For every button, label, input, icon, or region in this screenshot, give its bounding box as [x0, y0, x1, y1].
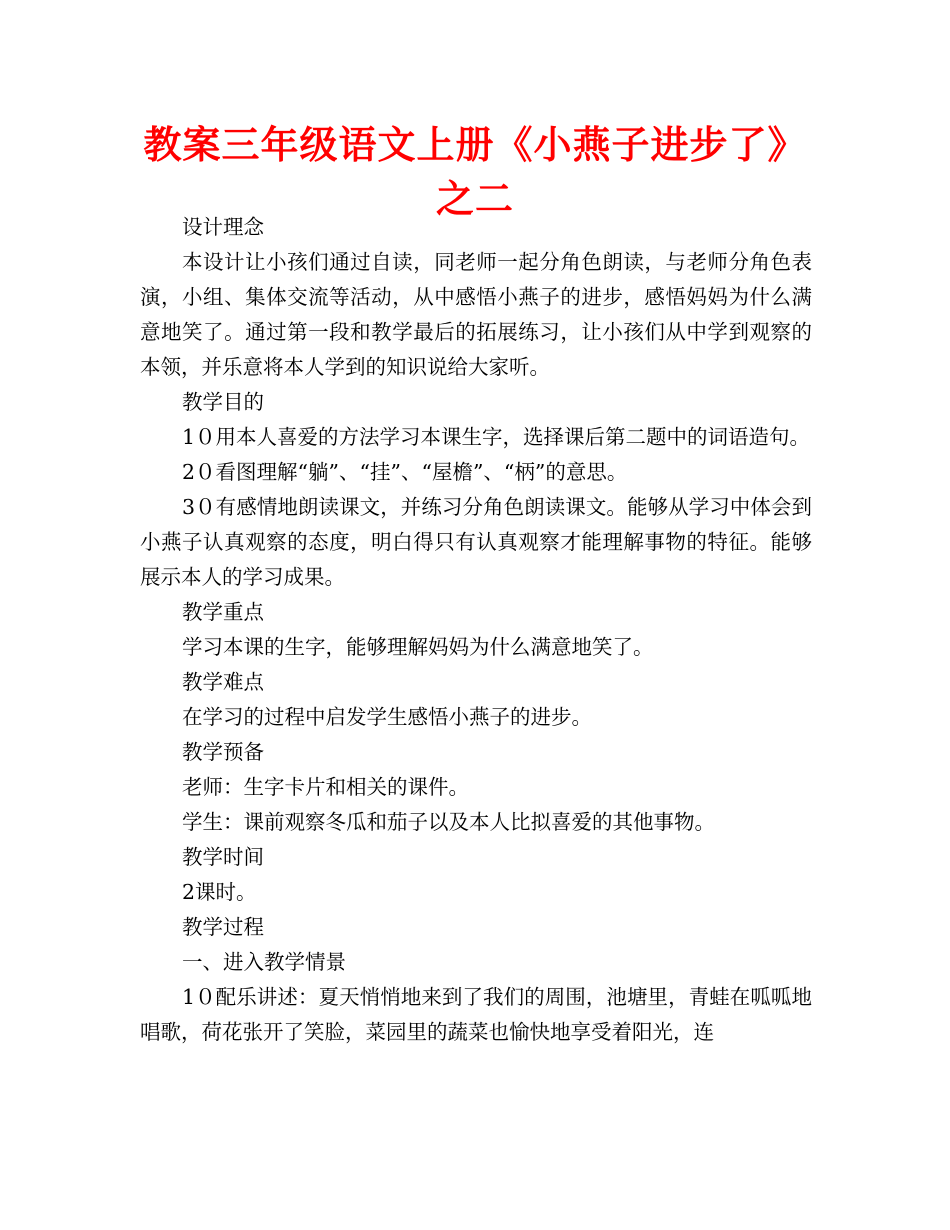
heading-teaching-process: 教学过程 — [182, 915, 264, 939]
heading-preparation: 教学预备 — [182, 740, 264, 764]
document-title: 教案三年级语文上册《小燕子进步了》之二 — [143, 123, 807, 221]
process-step-1: 1０配乐讲述：夏天悄悄地来到了我们的周围，池塘里，青蛙在呱呱地唱歌，荷花张开了笑脸，菜园里的蔬菜也愉快地享受着阳光，连 — [140, 985, 812, 1044]
paragraph-difficulties: 在学习的过程中启发学生感悟小燕子的进步。 — [182, 705, 592, 729]
heading-design-concept: 设计理念 — [182, 215, 264, 239]
process-section-1: 一、进入教学情景 — [182, 950, 346, 974]
heading-difficulties: 教学难点 — [182, 670, 264, 694]
objective-2: 2０看图理解“躺”、“挂”、“屋檐”、“柄”的意思。 — [182, 460, 628, 484]
paragraph-key-points: 学习本课的生字，能够理解妈妈为什么满意地笑了。 — [182, 635, 654, 659]
preparation-teacher: 老师：生字卡片和相关的课件。 — [182, 775, 469, 799]
paragraph-teaching-time: 2课时。 — [182, 880, 257, 904]
heading-teaching-time: 教学时间 — [182, 845, 264, 869]
objective-1: 1０用本人喜爱的方法学习本课生字，选择课后第二题中的词语造句。 — [182, 425, 811, 449]
objective-3: 3０有感情地朗读课文，并练习分角色朗读课文。能够从学习中体会到小燕子认真观察的态度，明白得只有认真观察才能理解事物的特征。能够展示本人的学习成果。 — [140, 495, 812, 589]
heading-key-points: 教学重点 — [182, 600, 264, 624]
paragraph-design-concept: 本设计让小孩们通过自读，同老师一起分角色朗读，与老师分角色表演，小组、集体交流等活动，从中感悟小燕子的进步，感悟妈妈为什么满意地笑了。通过第一段和教学最后的拓展练习，让小孩们从中学到观察的本领，并乐意将本人学到的知识说给大家听。 — [140, 250, 812, 379]
heading-teaching-objectives: 教学目的 — [182, 390, 264, 414]
document-body — [140, 210, 812, 1050]
preparation-student: 学生：课前观察冬瓜和茄子以及本人比拟喜爱的其他事物。 — [182, 810, 715, 834]
